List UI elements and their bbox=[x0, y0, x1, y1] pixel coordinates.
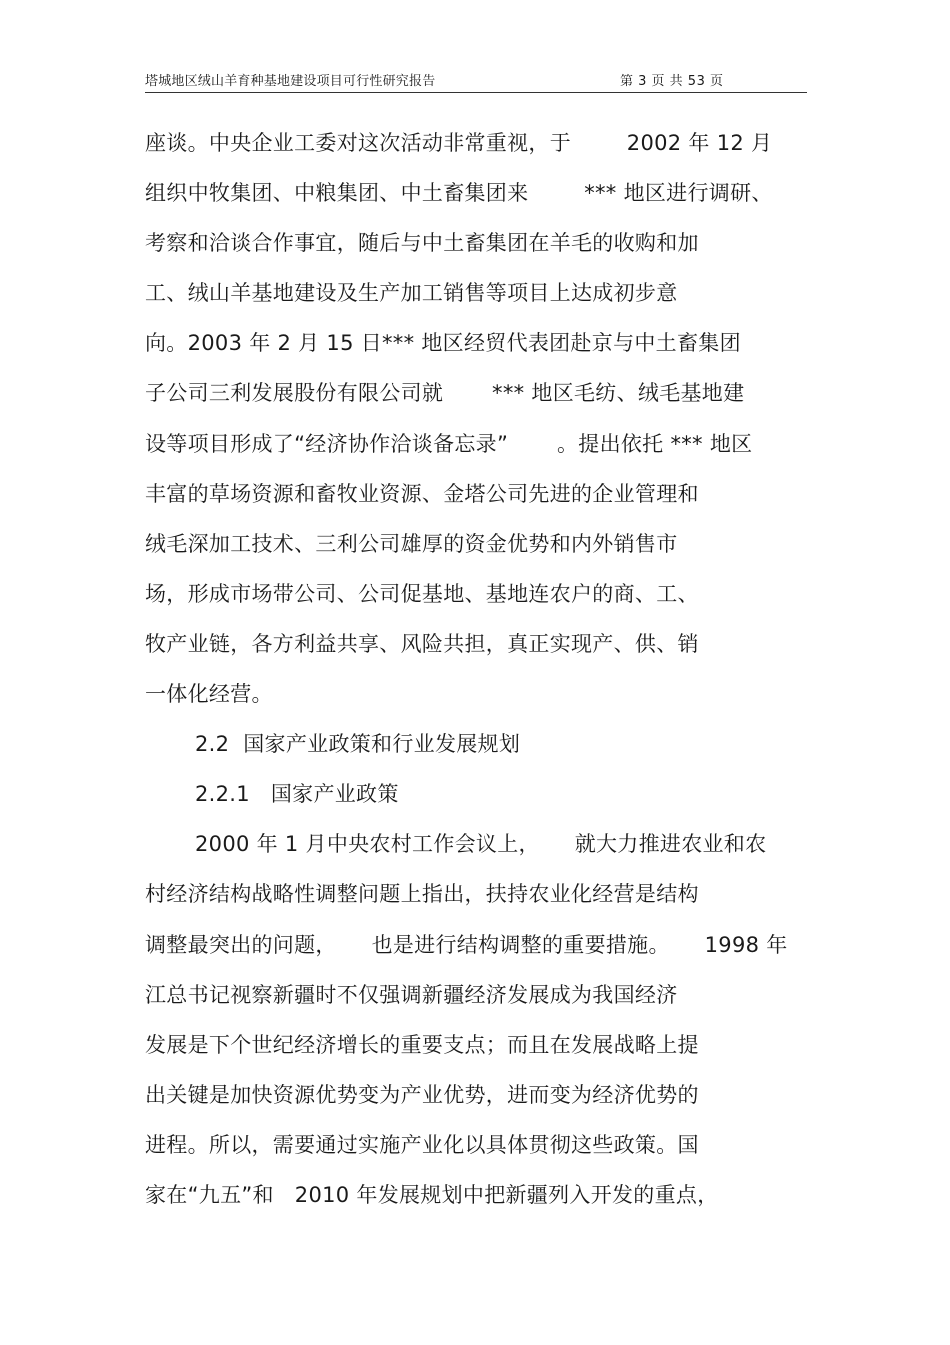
paragraph-line: 发展是下个世纪经济增长的重要支点；而且在发展战略上提 bbox=[145, 1032, 699, 1057]
document-title: 塔城地区绒山羊育种基地建设项目可行性研究报告 bbox=[145, 74, 436, 89]
paragraph-line: 出关键是加快资源优势变为产业优势，进而变为经济优势的 bbox=[145, 1082, 699, 1107]
paragraph-line: 调整最突出的问题， 也是进行结构调整的重要措施。 1998 年 bbox=[145, 932, 788, 957]
paragraph-line: 座谈。中央企业工委对这次活动非常重视，于 2002 年 12 月 bbox=[145, 131, 773, 155]
paragraph-line: 组织中牧集团、中粮集团、中土畜集团来 *** 地区进行调研、 bbox=[145, 181, 773, 206]
paragraph-line: 一体化经营。 bbox=[145, 682, 273, 707]
paragraph-line: 牧产业链，各方利益共享、风险共担，真正实现产、供、销 bbox=[145, 631, 699, 656]
section-heading: 2.2 国家产业政策和行业发展规划 bbox=[195, 732, 521, 757]
page-number: 第 3 页 共 53 页 bbox=[620, 74, 724, 89]
body-text bbox=[145, 118, 825, 1220]
paragraph-line: 丰富的草场资源和畜牧业资源、金塔公司先进的企业管理和 bbox=[145, 481, 699, 506]
page-header bbox=[145, 62, 807, 93]
paragraph-line: 向。2003 年 2 月 15 日*** 地区经贸代表团赴京与中土畜集团 bbox=[145, 331, 741, 356]
paragraph-line: 考察和洽谈合作事宜，随后与中土畜集团在羊毛的收购和加 bbox=[145, 231, 699, 256]
paragraph-line: 子公司三利发展股份有限公司就 *** 地区毛纺、绒毛基地建 bbox=[145, 381, 745, 406]
paragraph-line: 村经济结构战略性调整问题上指出，扶持农业化经营是结构 bbox=[145, 882, 699, 907]
paragraph-line: 2000 年 1 月中央农村工作会议上， 就大力推进农业和农 bbox=[195, 832, 767, 857]
paragraph-line: 设等项目形成了“经济协作洽谈备忘录” 。提出依托 *** 地区 bbox=[145, 431, 753, 456]
paragraph-line: 江总书记视察新疆时不仅强调新疆经济发展成为我国经济 bbox=[145, 982, 678, 1007]
paragraph-line: 家在“九五”和 2010 年发展规划中把新疆列入开发的重点， bbox=[145, 1182, 719, 1207]
paragraph-line: 工、绒山羊基地建设及生产加工销售等项目上达成初步意 bbox=[145, 281, 678, 306]
paragraph-line: 绒毛深加工技术、三利公司雄厚的资金优势和内外销售市 bbox=[145, 531, 678, 556]
paragraph-line: 进程。所以，需要通过实施产业化以具体贯彻这些政策。国 bbox=[145, 1132, 699, 1157]
subsection-heading: 2.2.1 国家产业政策 bbox=[195, 782, 399, 807]
paragraph-line: 场，形成市场带公司、公司促基地、基地连农户的商、工、 bbox=[145, 581, 699, 606]
